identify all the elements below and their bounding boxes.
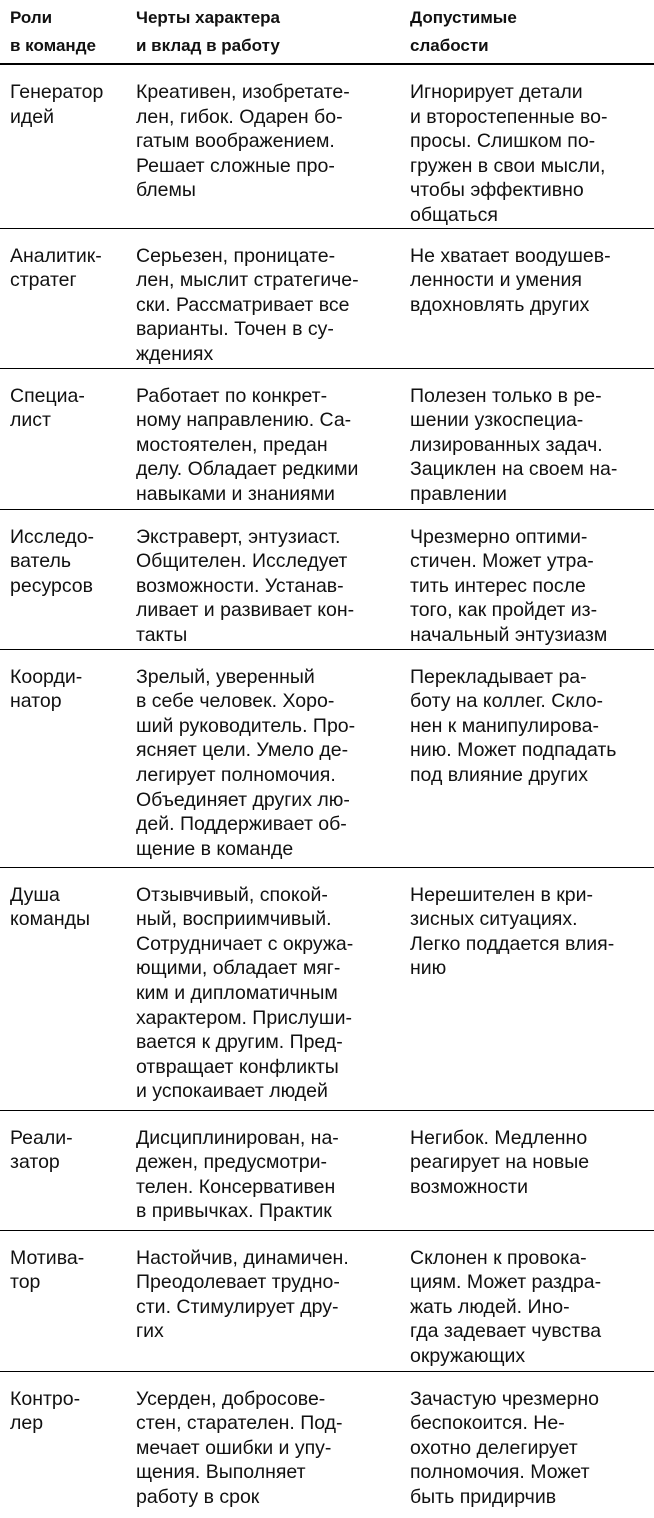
traits-cell: Зрелый, уверенный в себе человек. Хоро- ший руководитель. Про- ясняет цели. Умело де- легирует полномочия. Объединяет других лю- дей. Поддерживает об- щение в команде (126, 649, 398, 867)
role-cell: Реали- затор (0, 1110, 126, 1230)
role-cell: Мотива- тор (0, 1230, 126, 1371)
traits-cell: Дисциплинирован, на- дежен, предусмотри- телен. Консервативен в привычках. Практик (126, 1110, 398, 1230)
table-row (0, 1110, 654, 1230)
table-row (0, 509, 654, 649)
table-row (0, 64, 654, 228)
table-row (0, 1230, 654, 1371)
table-row (0, 1371, 654, 1518)
weaknesses-cell: Зачастую чрезмерно беспокоится. Не- охотно делегирует полномочия. Может быть придирчив (410, 1387, 599, 1508)
weaknesses-cell: Перекладывает ра- боту на коллег. Скло- нен к манипулирова- нию. Может подпадать под влияние других (398, 649, 654, 867)
traits-cell: Экстраверт, энтузиаст. Общителен. Исследует возможности. Устанав- ливает и развивает кон- такты (126, 509, 398, 649)
role-cell: Исследо- ватель ресурсов (0, 509, 126, 649)
traits-cell: Серьезен, проницате- лен, мыслит стратегиче- ски. Рассматривает все варианты. Точен в су- ждениях (126, 228, 398, 368)
table-row (0, 649, 654, 867)
weaknesses-cell: Нерешителен в кри- зисных ситуациях. Легко поддается влия- нию (398, 867, 654, 1110)
header-traits: Черты характера и вклад в работу (126, 0, 398, 64)
weaknesses-cell: Не хватает воодушев- ленности и умения вдохновлять других (398, 228, 654, 368)
traits-cell: Работает по конкрет- ному направлению. Са- мостоятелен, предан делу. Обладает редкими навыками и знаниями (126, 368, 398, 509)
table-row (0, 368, 654, 509)
role-cell: Контро- лер (10, 1387, 81, 1435)
table-body (0, 64, 654, 1518)
header-weaknesses: Допустимые слабости (398, 0, 654, 64)
traits-cell: Настойчив, динамичен. Преодолевает трудно- сти. Стимулирует дру- гих (126, 1230, 398, 1371)
header-row (0, 0, 654, 64)
role-cell: Душа команды (0, 867, 126, 1110)
table-header (0, 0, 654, 64)
role-cell: Генератор идей (0, 64, 126, 228)
traits-cell: Креативен, изобретате- лен, гибок. Одарен бо- гатым воображением. Решает сложные про- блемы (126, 64, 398, 228)
role-cell: Коорди- натор (0, 649, 126, 867)
traits-cell: Отзывчивый, спокой- ный, восприимчивый. Сотрудничает с окружа- ющими, обладает мяг- ким и дипломатичным характером. Прислуши- вается к другим. Пред- отвращает конфликты и успокаивает людей (126, 867, 398, 1110)
weaknesses-cell: Негибок. Медленно реагирует на новые возможности (398, 1110, 654, 1230)
role-cell: Аналитик- стратег (0, 228, 126, 368)
table-row (0, 867, 654, 1110)
weaknesses-cell: Игнорирует детали и второстепенные во- просы. Слишком по- гружен в свои мысли, чтобы эффективно общаться (398, 64, 654, 228)
weaknesses-cell: Чрезмерно оптими- стичен. Может утра- тить интерес после того, как пройдет из- начальный энтузиазм (398, 509, 654, 649)
role-cell: Специа- лист (0, 368, 126, 509)
table-row (0, 228, 654, 368)
header-role: Роли в команде (0, 0, 126, 64)
weaknesses-cell: Полезен только в ре- шении узкоспециа- лизированных задач. Зациклен на своем на- правлении (398, 368, 654, 509)
traits-cell: Усерден, добросове- стен, старателен. Под- мечает ошибки и упу- щения. Выполняет работу в срок (136, 1387, 343, 1508)
weaknesses-cell: Склонен к провока- циям. Может раздра- жать людей. Ино- гда задевает чувства окружающих (398, 1230, 654, 1371)
